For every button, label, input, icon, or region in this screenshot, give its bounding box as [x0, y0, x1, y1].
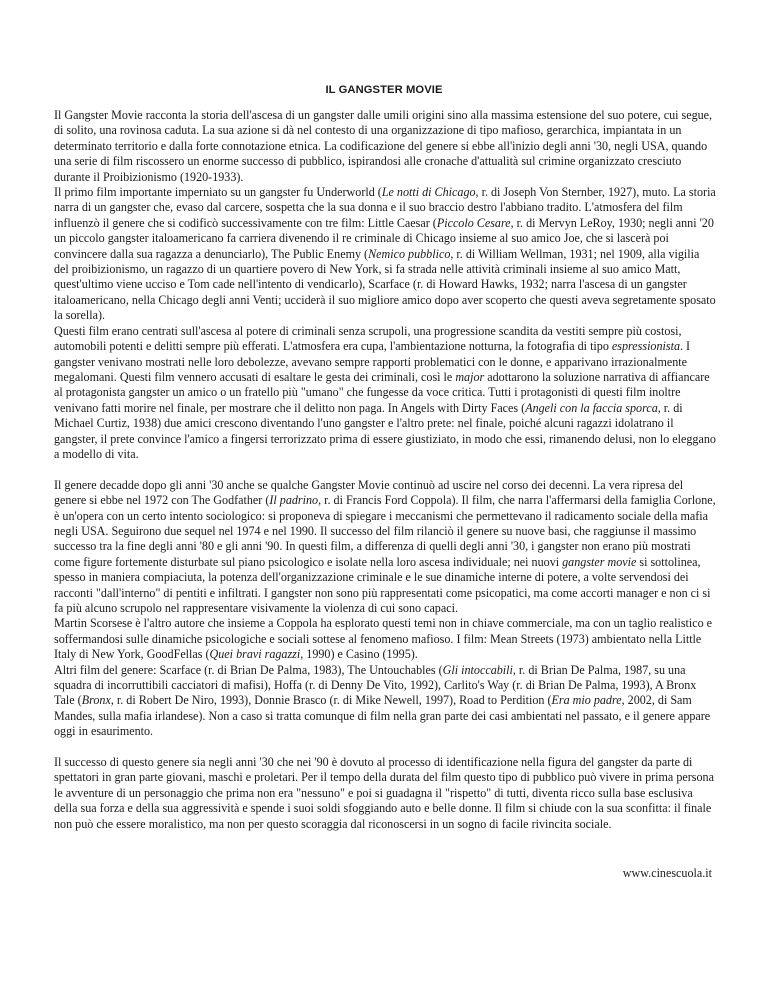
paragraph-5: [54, 616, 716, 662]
document-title: IL GANGSTER MOVIE: [325, 84, 443, 96]
paragraph-6: [54, 663, 716, 740]
paragraph-3: [54, 324, 716, 463]
text-run: , r. di Robert De Niro, 1993), Donnie Brasco (r. di Mike Newell, 1997), Road to Perdition (: [110, 693, 552, 708]
footer-website[interactable]: www.cinescuola.it: [622, 866, 712, 880]
italic-title: Il padrino: [269, 493, 319, 508]
text-run: . I gangster venivano mostrati nelle loro debolezze, avevano sempre rapporti problematici con le donne, e apparivano irrazionalmente megalomani. Questi film vennero accusati di esaltare le gesta dei criminali, così le: [54, 339, 691, 384]
italic-title: gangster movie: [562, 554, 637, 569]
text-run: si sottolinea, spesso in maniera compiaciuta, la potenza dell'organizzazione criminale e le sue dinamiche interne di potere, a volte servendosi dei racconti "dall'interno" di pentiti e infiltrati. I gangster non sono più rappresentati come psicopatici, ma come accorti manager e non ci si fa più alcuno scrupolo nel rappresentare visivamente la violenza di cui sono capaci.: [54, 554, 711, 615]
italic-title: Bronx: [81, 693, 111, 708]
text-run: Questi film erano centrati sull'ascesa al potere di criminali senza scrupoli, una progressione scandita da vestiti sempre più costosi, automobili potenti e delitti sempre più efferati. L'atmosfera era cupa, l'ambientazione notturna, la fotografia di tipo: [54, 323, 682, 354]
text-run: , r. di Joseph Von Sternber, 1927), muto. La storia narra di un gangster che, evaso dal carcere, sospetta che la sua donna e il suo braccio destro l'abbiano tradito. L'atmosfera del film influenzò il genere che si codificò successivamente con tre film: Little Caesar (: [54, 185, 716, 230]
italic-title: Gli intoccabili: [442, 662, 513, 677]
italic-title: Le notti di Chicago: [381, 185, 476, 200]
text-run: Il successo di questo genere sia negli anni '30 che nei '90 è dovuto al processo di identificazione nella figura del gangster da parte di spettatori in gran parte giovani, maschi e proletari. Per il tempo della durata del film questo tipo di pubblico può vivere in prima persona le avventure di un personaggio che prima non era "nessuno" e poi si guadagna il "rispetto" di tutti, diventa ricco sulla base esclusiva della sua forza e della sua aggressività e spende i suoi soldi sfoggiando auto e belle donne. Il film si chiude con la sua sconfitta: il finale non può che essere moralistico, ma non per questo scoraggia dal riconoscersi in un sogno di facile rivincita sociale.: [54, 755, 714, 831]
paragraph-7: [54, 755, 716, 832]
paragraph-2: [54, 185, 716, 324]
italic-title: espressionista: [611, 339, 680, 354]
text-run: Martin Scorsese è l'altro autore che insieme a Coppola ha esplorato questi temi non in chiave commerciale, ma con un taglio realistico e soffermandosi sulle dinamiche psicologiche e sociali sottese al fenomeno mafioso. I film: Mean Streets (1973) ambientato nella Little Italy di New York, GoodFellas (: [54, 616, 713, 662]
text-run: , 2002, di Sam Mandes, sulla mafia irlandese). Non a caso si tratta comunque di film nella gran parte dei casi ambientati nel passato, e il genere appare oggi in esaurimento.: [54, 693, 711, 739]
text-run: Il genere decadde dopo gli anni '30 anche se qualche Gangster Movie continuò ad uscire nel corso dei decenni. La vera ripresa del genere si ebbe nel 1972 con The Godfather (: [54, 477, 684, 508]
italic-title: Nemico pubblico: [368, 246, 451, 261]
italic-title: Era mio padre: [551, 693, 622, 708]
text-run: , r. di Francis Ford Coppola). Il film, che narra l'affermarsi della famiglia Corlone, è un'opera con un certo intento sociologico: si proponeva di spiegare i meccanismi che permettevano il radicamento sociale della mafia negli USA. Seguirono due sequel nel 1974 e nel 1990. Il successo del film rilanciò il genere su nuove basi, che raggiunse il massimo successo tra la fine degli anni '80 e gli anni '90. In questi film, a differenza di quelli degli anni '30, i gangster non erano più mostrati come figure fortemente disturbate sul piano psicologico e isolate nella loro ascesa individuale; nei nuovi: [54, 493, 716, 569]
text-run: Altri film del genere: Scarface (r. di Brian De Palma, 1983), The Untouchables (: [54, 662, 443, 677]
text-run: , r. di Brian De Palma, 1987, su una squadra di incorruttibili cacciatori di mafisi), Hoffa (r. di Denny De Vito, 1992), Carlito's Way (r. di Brian De Palma, 1993), A Bronx Tale (: [54, 662, 697, 708]
text-run: , r. di Mervyn LeRoy, 1930; negli anni '20 un piccolo gangster italoamericano fa carriera divenendo il re criminale di Chicago insieme al suo amico Joe, che si lascerà poi convincere dalla sua ragazza a denunciarlo), The Public Enemy (: [54, 215, 714, 261]
paragraph-1: [54, 108, 716, 185]
italic-title: major: [455, 369, 485, 384]
text-run: , r. di William Wellman, 1931; nel 1909, alla vigilia del proibizionismo, un ragazzo di un quartiere povero di New York, si fa strada nelle attività criminali insieme al suo amico Matt, quest'ultimo viene ucciso e Tom cade nell'intento di vendicarlo), Scarface (r. di Howard Hawks, 1932; narra l'ascesa di un gangster italoamericano, nella Chicago degli anni Venti; ucciderà il suo migliore amico dopo aver scoperto che questi aveva segretamente sposato la sorella).: [54, 246, 716, 323]
italic-title: Quei bravi ragazzi: [209, 647, 301, 662]
italic-title: Angeli con la faccia sporca: [525, 400, 658, 415]
text-run: , r. di Michael Curtiz, 1938) due amici crescono diventando l'uno gangster e l'altro prete: nel finale, poiché alcuni ragazzi idolatrano il gangster, il prete convince l'amico a fingersi terrorizzato prima di essere giustiziato, in modo che essi, rimanendo delusi, non lo eleggano a modello di vita.: [54, 400, 716, 461]
text-run: , 1990) e Casino (1995).: [300, 647, 418, 662]
document-body: [54, 108, 716, 832]
italic-title: Piccolo Cesare: [436, 215, 511, 230]
text-run: adottarono la soluzione narrativa di affiancare al protagonista gangster un amico o un fratello più "umano" che fungesse da voce critica. Tutti i protagonisti di questi film inoltre venivano fatti morire nel finale, per mostrare che il delitto non paga. In Angels with Dirty Faces (: [54, 369, 710, 415]
text-run: Il primo film importante imperniato su un gangster fu Underworld (: [54, 185, 382, 200]
text-run: Il Gangster Movie racconta la storia dell'ascesa di un gangster dalle umili origini sino alla massima estensione del suo potere, cui segue, di solito, una rovinosa caduta. La sua azione si dà nel contesto di una organizzazione di tipo mafioso, gerarchica, impiantata in un determinato territorio e dalla forte connotazione etnica. La codificazione del genere si ebbe all'inizio degli anni '30, negli USA, quando una serie di film riscossero un enorme successo di pubblico, ispirandosi alle cronache d'attualità sul crimine organizzato cresciuto durante il Proibizionismo (1920-1933).: [54, 108, 713, 184]
paragraph-4: [54, 478, 716, 617]
